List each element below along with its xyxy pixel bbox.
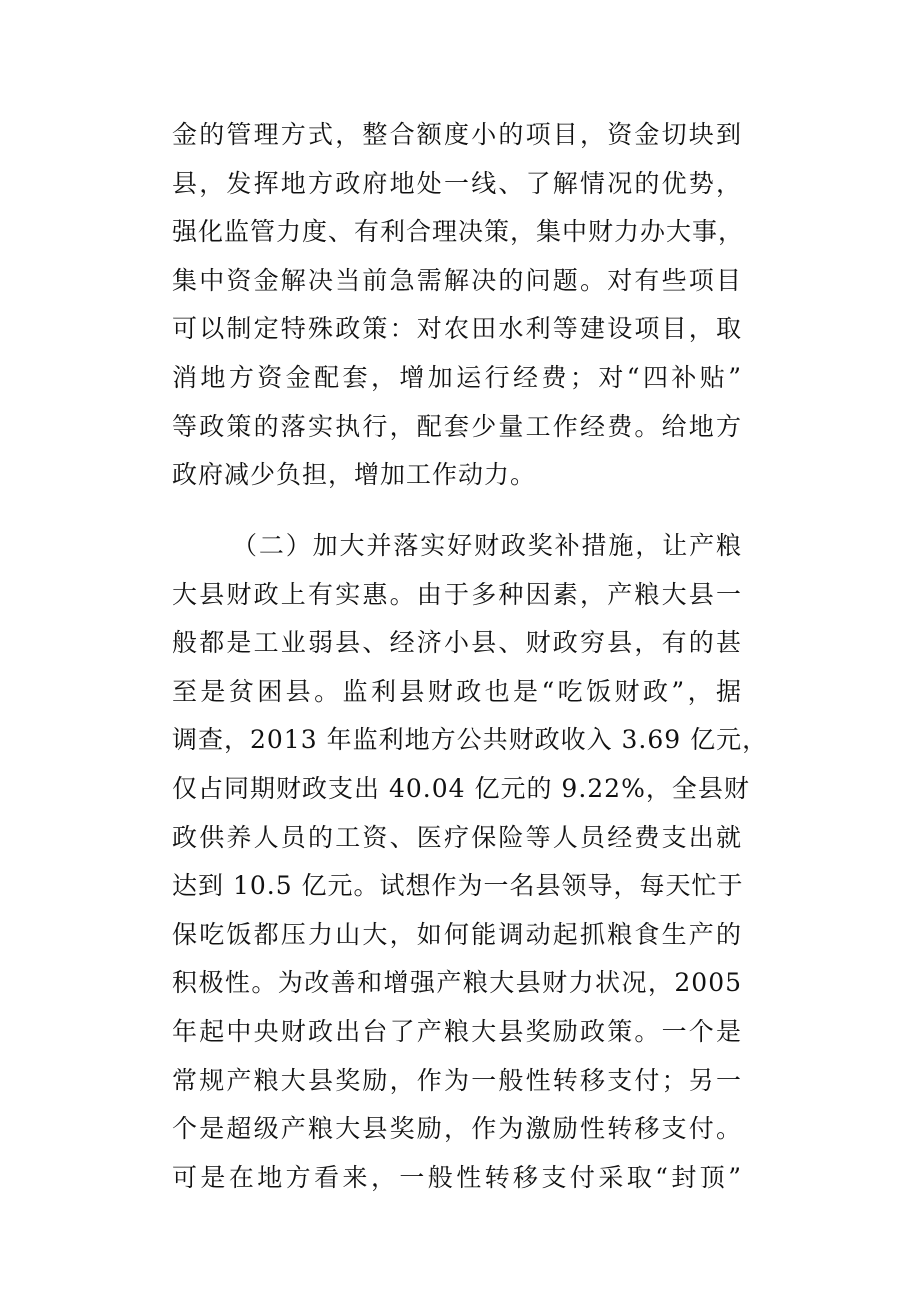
- paragraph-line: 强化监管力度、有利合理决策，集中财力办大事，: [172, 217, 745, 247]
- paragraph-line: 常规产粮大县奖励，作为一般性转移支付；另一: [172, 1065, 742, 1095]
- paragraph-line: 可是在地方看来，一般性转移支付采取“封顶”: [172, 1162, 742, 1192]
- paragraph-line: 年起中央财政出台了产粮大县奖励政策。一个是: [172, 1016, 742, 1046]
- paragraph-line: 达到 10.5 亿元。试想作为一名县领导，每天忙于: [172, 871, 744, 901]
- paragraph-1: [172, 111, 745, 500]
- paragraph-line: 政府减少负担，增加工作动力。: [172, 460, 537, 490]
- paragraph-line: 大县财政上有实惠。由于多种因素，产粮大县一: [172, 579, 742, 609]
- paragraph-line: 消地方资金配套，增加运行经费；对“四补贴”: [172, 362, 742, 392]
- paragraph-line: 调查，2013 年监利地方公共财政收入 3.69 亿元，: [172, 725, 769, 755]
- paragraph-line: 集中资金解决当前急需解决的问题。对有些项目: [172, 265, 742, 295]
- paragraph-line: 仅占同期财政支出 40.04 亿元的 9.22%，全县财: [172, 773, 750, 803]
- paragraph-line: 等政策的落实执行，配套少量工作经费。给地方: [172, 411, 742, 441]
- paragraph-line: 至是贫困县。监利县财政也是“吃饭财政”，据: [172, 676, 742, 706]
- paragraph-line: 个是超级产粮大县奖励，作为激励性转移支付。: [172, 1114, 742, 1144]
- paragraph-line: 可以制定特殊政策：对农田水利等建设项目，取: [172, 314, 742, 344]
- paragraph-line: 金的管理方式，整合额度小的项目，资金切块到: [172, 120, 742, 149]
- paragraph-2: [172, 522, 769, 1202]
- paragraph-line: 政供养人员的工资、医疗保险等人员经费支出就: [172, 822, 742, 852]
- paragraph-line: 积极性。为改善和增强产粮大县财力状况，2005: [172, 968, 742, 998]
- paragraph-line: 般都是工业弱县、经济小县、财政穷县，有的甚: [172, 628, 742, 658]
- paragraph-line: 县，发挥地方政府地处一线、了解情况的优势，: [172, 168, 742, 198]
- paragraph-line: （二）加大并落实好财政奖补措施，让产粮: [232, 531, 742, 560]
- paragraph-line: 保吃饭都压力山大，如何能调动起抓粮食生产的: [172, 919, 742, 949]
